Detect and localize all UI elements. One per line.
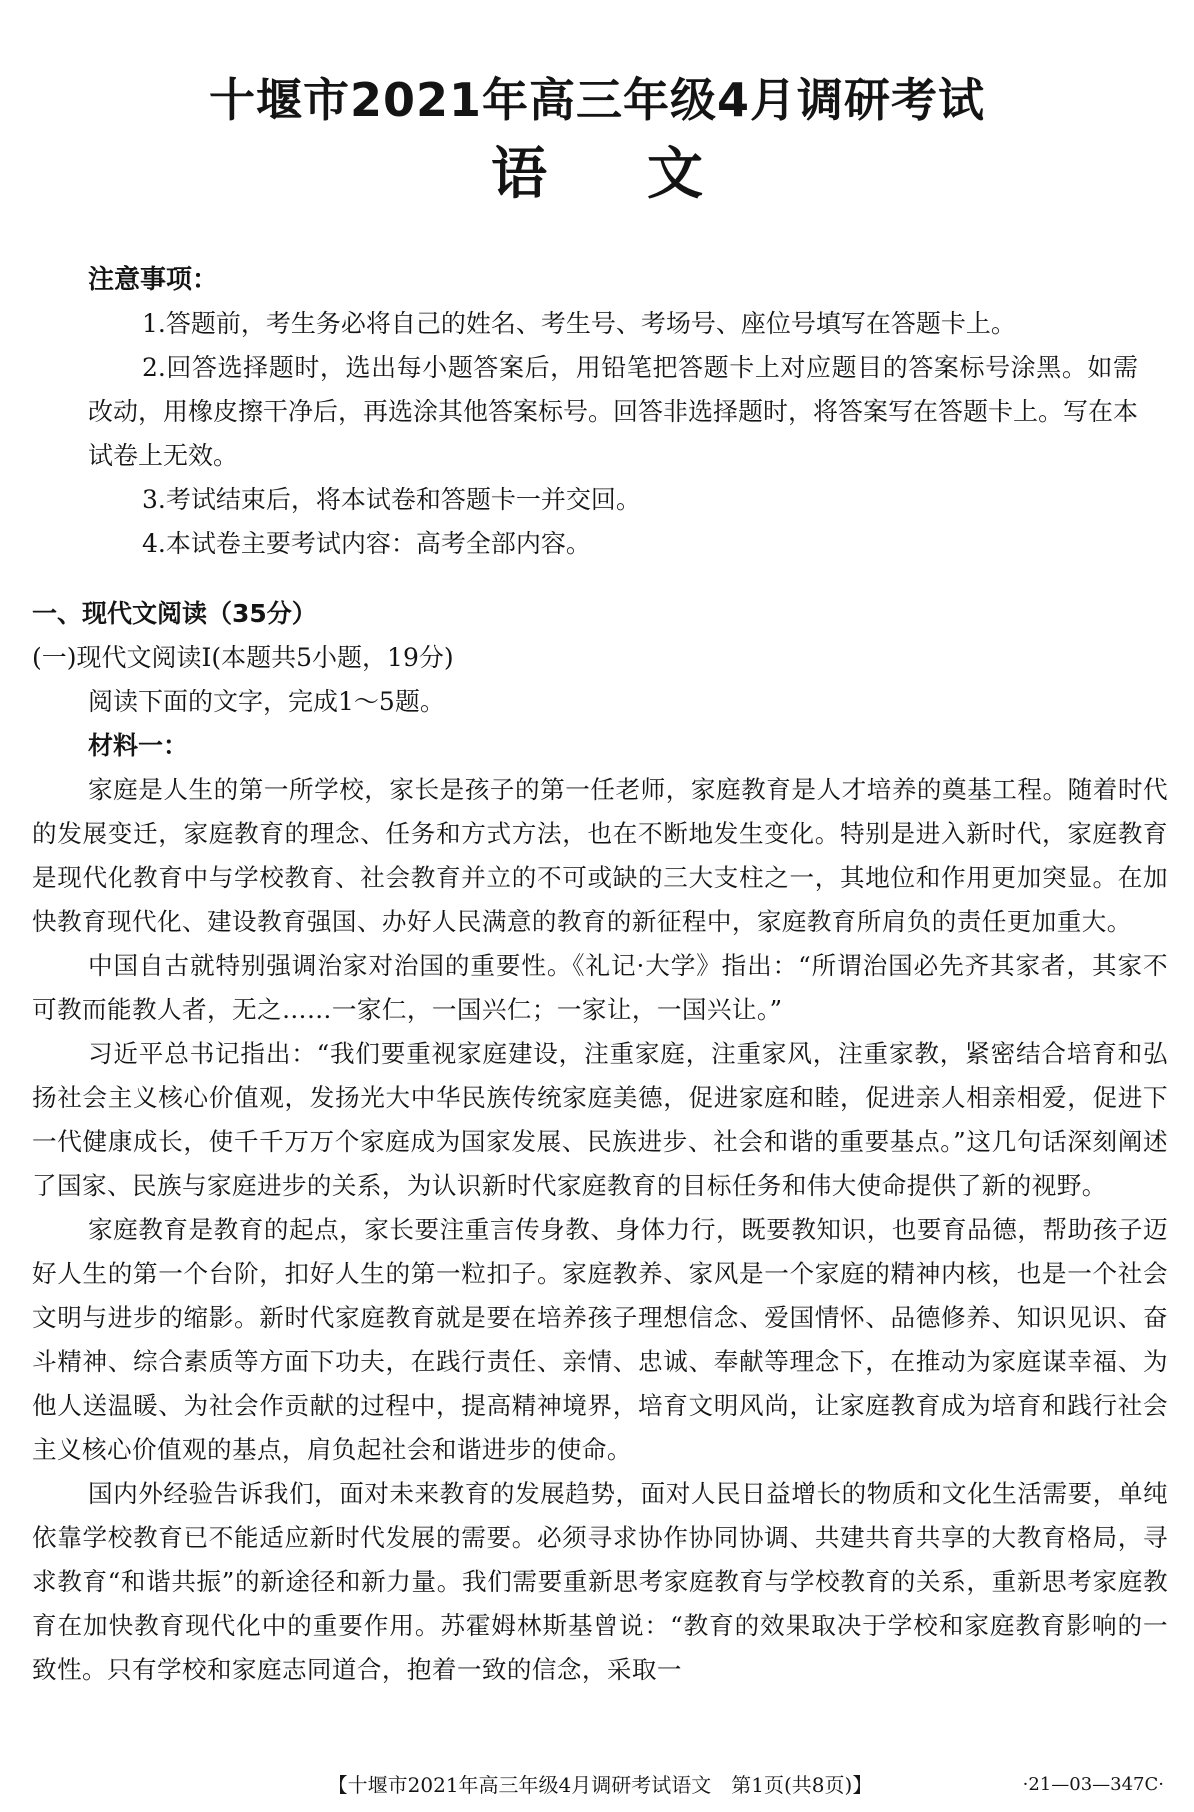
notice-heading: 注意事项： (88, 265, 219, 295)
section-heading: 一、现代文阅读（35分） (32, 599, 317, 628)
paragraph-3: 习近平总书记指出：“我们要重视家庭建设，注重家庭，注重家风，注重家教，紧密结合培育和弘扬社会主义核心价值观，发扬光大中华民族传统家庭美德，促进家庭和睦，促进亲人相亲相爱，促进下一代健康成长，使千千万万个家庭成为国家发展、民族进步、社会和谐的重要基点。”这几句话深刻阐述了国家、民族与家庭进步的关系，为认识新时代家庭教育的目标任务和伟大使命提供了新的视野。 (32, 1039, 1168, 1200)
section-subheading: (一)现代文阅读Ⅰ(本题共5小题，19分) (32, 643, 454, 672)
page-footer: 【十堰市2021年高三年级4月调研考试语文 第1页(共8页)】 (327, 1773, 873, 1797)
notice-item-3: 3.考试结束后，将本试卷和答题卡一并交回。 (142, 485, 641, 514)
notice-item-4: 4.本试卷主要考试内容：高考全部内容。 (142, 529, 591, 558)
paper-code: ·21—03—347C· (1022, 1774, 1164, 1795)
paragraph-5: 国内外经验告诉我们，面对未来教育的发展趋势，面对人民日益增长的物质和文化生活需要，单纯依靠学校教育已不能适应新时代发展的需要。必须寻求协作协同协调、共建共育共享的大教育格局，寻求教育“和谐共振”的新途径和新力量。我们需要重新思考家庭教育与学校教育的关系，重新思考家庭教育在加快教育现代化中的重要作用。苏霍姆林斯基曾说：“教育的效果取决于学校和家庭教育影响的一致性。只有学校和家庭志同道合，抱着一致的信念，采取一 (32, 1479, 1168, 1684)
paragraph-1: 家庭是人生的第一所学校，家长是孩子的第一任老师，家庭教育是人才培养的奠基工程。随着时代的发展变迁，家庭教育的理念、任务和方式方法，也在不断地发生变化。特别是进入新时代，家庭教育是现代化教育中与学校教育、社会教育并立的不可或缺的三大支柱之一，其地位和作用更加突显。在加快教育现代化、建设教育强国、办好人民满意的教育的新征程中，家庭教育所肩负的责任更加重大。 (32, 775, 1168, 936)
notice-block (88, 258, 1138, 566)
paragraph-2: 中国自古就特别强调治家对治国的重要性。《礼记·大学》指出：“所谓治国必先齐其家者，其家不可教而能教人者，无之……一家仁，一国兴仁；一家让，一国兴让。” (32, 951, 1168, 1024)
paragraph-4: 家庭教育是教育的起点，家长要注重言传身教、身体力行，既要教知识，也要育品德，帮助孩子迈好人生的第一个台阶，扣好人生的第一粒扣子。家庭教养、家风是一个家庭的精神内核，也是一个社会文明与进步的缩影。新时代家庭教育就是要在培养孩子理想信念、爱国情怀、品德修养、知识见识、奋斗精神、综合素质等方面下功夫，在践行责任、亲情、忠诚、奉献等理念下，在推动为家庭谋幸福、为他人送温暖、为社会作贡献的过程中，提高精神境界，培育文明风尚，让家庭教育成为培育和践行社会主义核心价值观的基点，肩负起社会和谐进步的使命。 (32, 1215, 1168, 1464)
notice-item-1: 1.答题前，考生务必将自己的姓名、考生号、考场号、座位号填写在答题卡上。 (142, 309, 1016, 338)
reading-section (32, 592, 1168, 1692)
reading-instruction: 阅读下面的文字，完成1～5题。 (88, 687, 445, 716)
exam-title: 十堰市2021年高三年级4月调研考试 (208, 73, 986, 127)
subject-title: 语文 (491, 142, 803, 207)
material-label: 材料一： (88, 731, 189, 760)
notice-item-2: 2.回答选择题时，选出每小题答案后，用铅笔把答题卡上对应题目的答案标号涂黑。如需改动，用橡皮擦干净后，再选涂其他答案标号。回答非选择题时，将答案写在答题卡上。写在本试卷上无效。 (88, 353, 1139, 470)
